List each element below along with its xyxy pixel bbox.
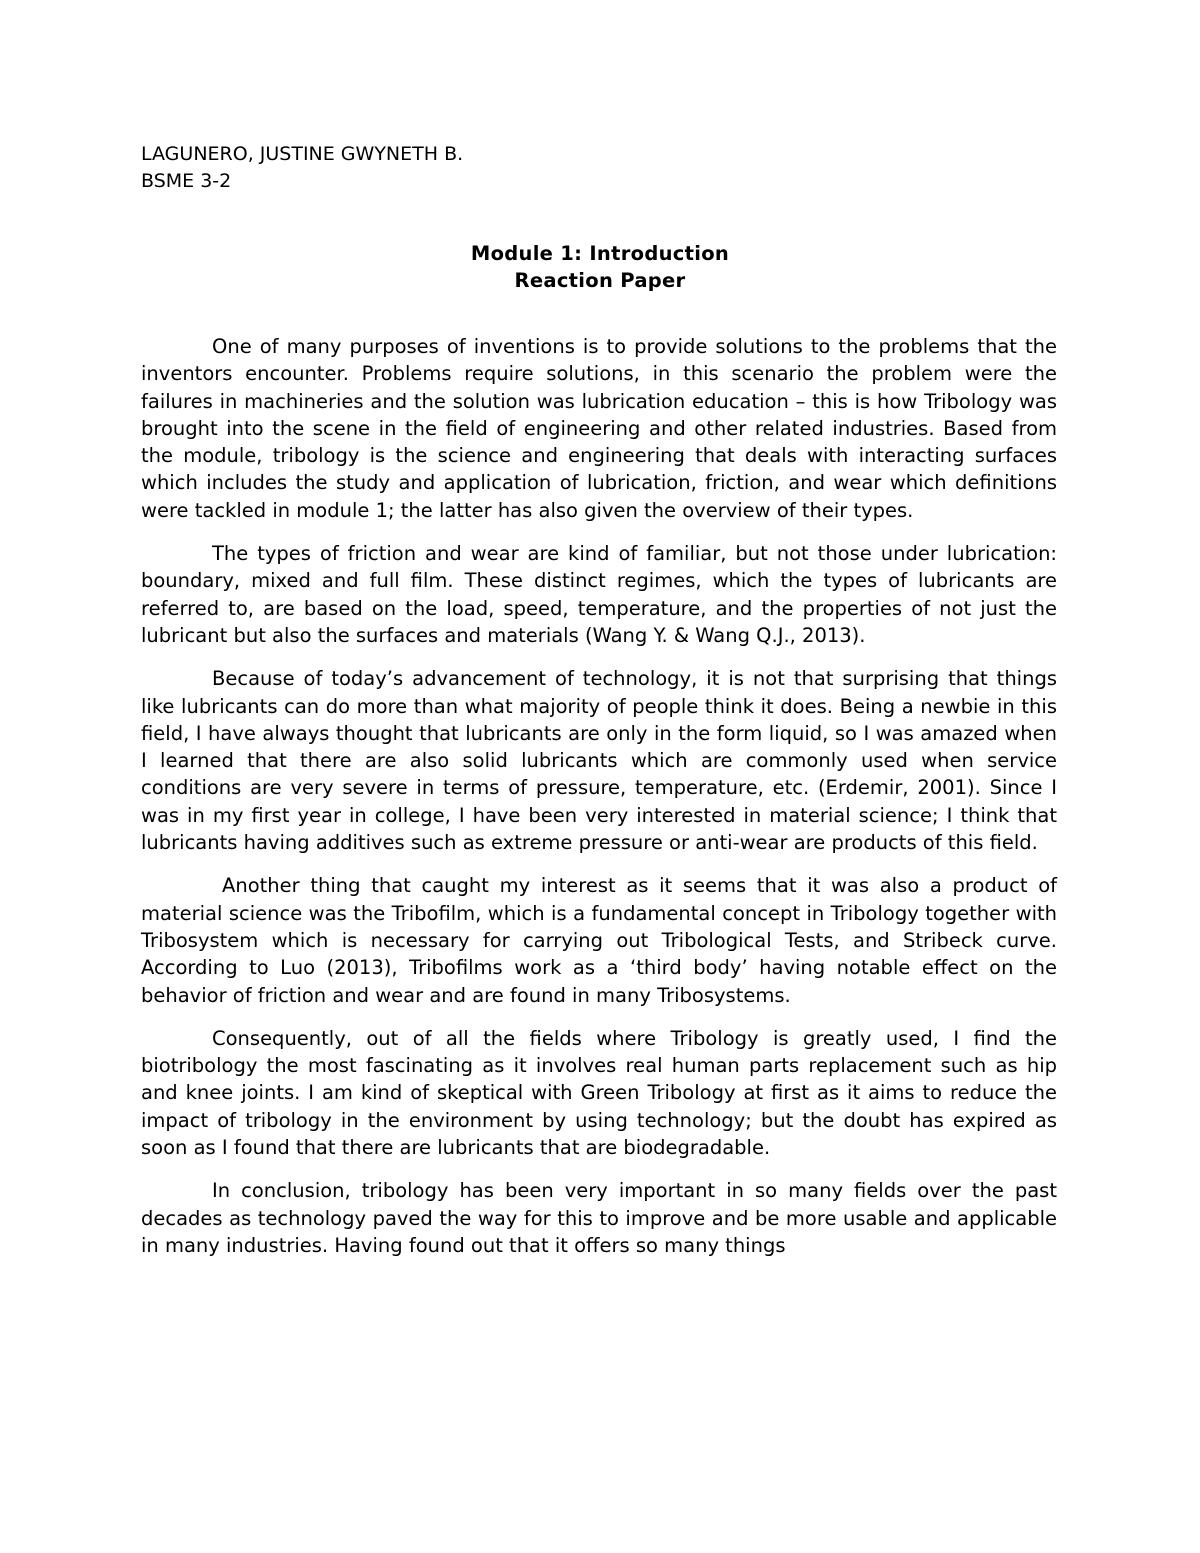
document-body — [141, 333, 1057, 1275]
paragraph: One of many purposes of inventions is to provide solutions to the problems that the inventors encounter. Problems require solutions, in this scenario the problem were the failures in machineries and the solution was lubrication education – this is how Tribology was brought into the scene in the field of engineering and other related industries. Based from the module, tribology is the science and engineering that deals with interacting surfaces which includes the study and application of lubrication, friction, and wear which definitions were tackled in module 1; the latter has also given the overview of their types. — [141, 335, 1057, 522]
author-header — [141, 141, 463, 195]
paragraph: The types of friction and wear are kind of familiar, but not those under lubrication: boundary, mixed and full film. These distinct regimes, which the types of lubricants are referred to, are based on the load, speed, temperature, and the properties of not just the lubricant but also the surfaces and materials (Wang Y. & Wang Q.J., 2013). — [141, 542, 1057, 647]
course-section: BSME 3-2 — [141, 170, 232, 192]
author-name: LAGUNERO, JUSTINE GWYNETH B. — [141, 143, 464, 165]
paragraph: Consequently, out of all the fields where Tribology is greatly used, I find the biotribology the most fascinating as it involves real human parts replacement such as hip and knee joints. I am kind of skeptical with Green Tribology at first as it aims to reduce the impact of tribology in the environment by using technology; but the doubt has expired as soon as I found that there are lubricants that are biodegradable. — [141, 1026, 1057, 1160]
module-title: Module 1: Introduction — [470, 242, 730, 265]
paper-type-title: Reaction Paper — [514, 269, 686, 292]
paragraph: Another thing that caught my interest as it seems that it was also a product of material science was the Tribofilm, which is a fundamental concept in Tribology together with Tribosystem which is necessary for carrying out Tribological Tests, and Stribeck curve. According to Luo (2013), Tribofilms work as a ‘third body’ having notable effect on the behavior of friction and wear and are found in many Tribosystems. — [141, 874, 1057, 1007]
paragraph: Because of today’s advancement of technology, it is not that surprising that things like lubricants can do more than what majority of people think it does. Being a newbie in this field, I have always thought that lubricants are only in the form liquid, so I was amazed when I learned that there are also solid lubricants which are commonly used when service conditions are very severe in terms of pressure, temperature, etc. (Erdemir, 2001). Since I was in my first year in college, I have been very interested in material science; I think that lubricants having additives such as extreme pressure or anti-wear are products of this field. — [141, 667, 1057, 855]
title-block — [141, 240, 1059, 294]
paragraph: In conclusion, tribology has been very important in so many fields over the past decades as technology paved the way for this to improve and be more usable and applicable in many industries. Having found out that it offers so many things — [141, 1179, 1057, 1257]
